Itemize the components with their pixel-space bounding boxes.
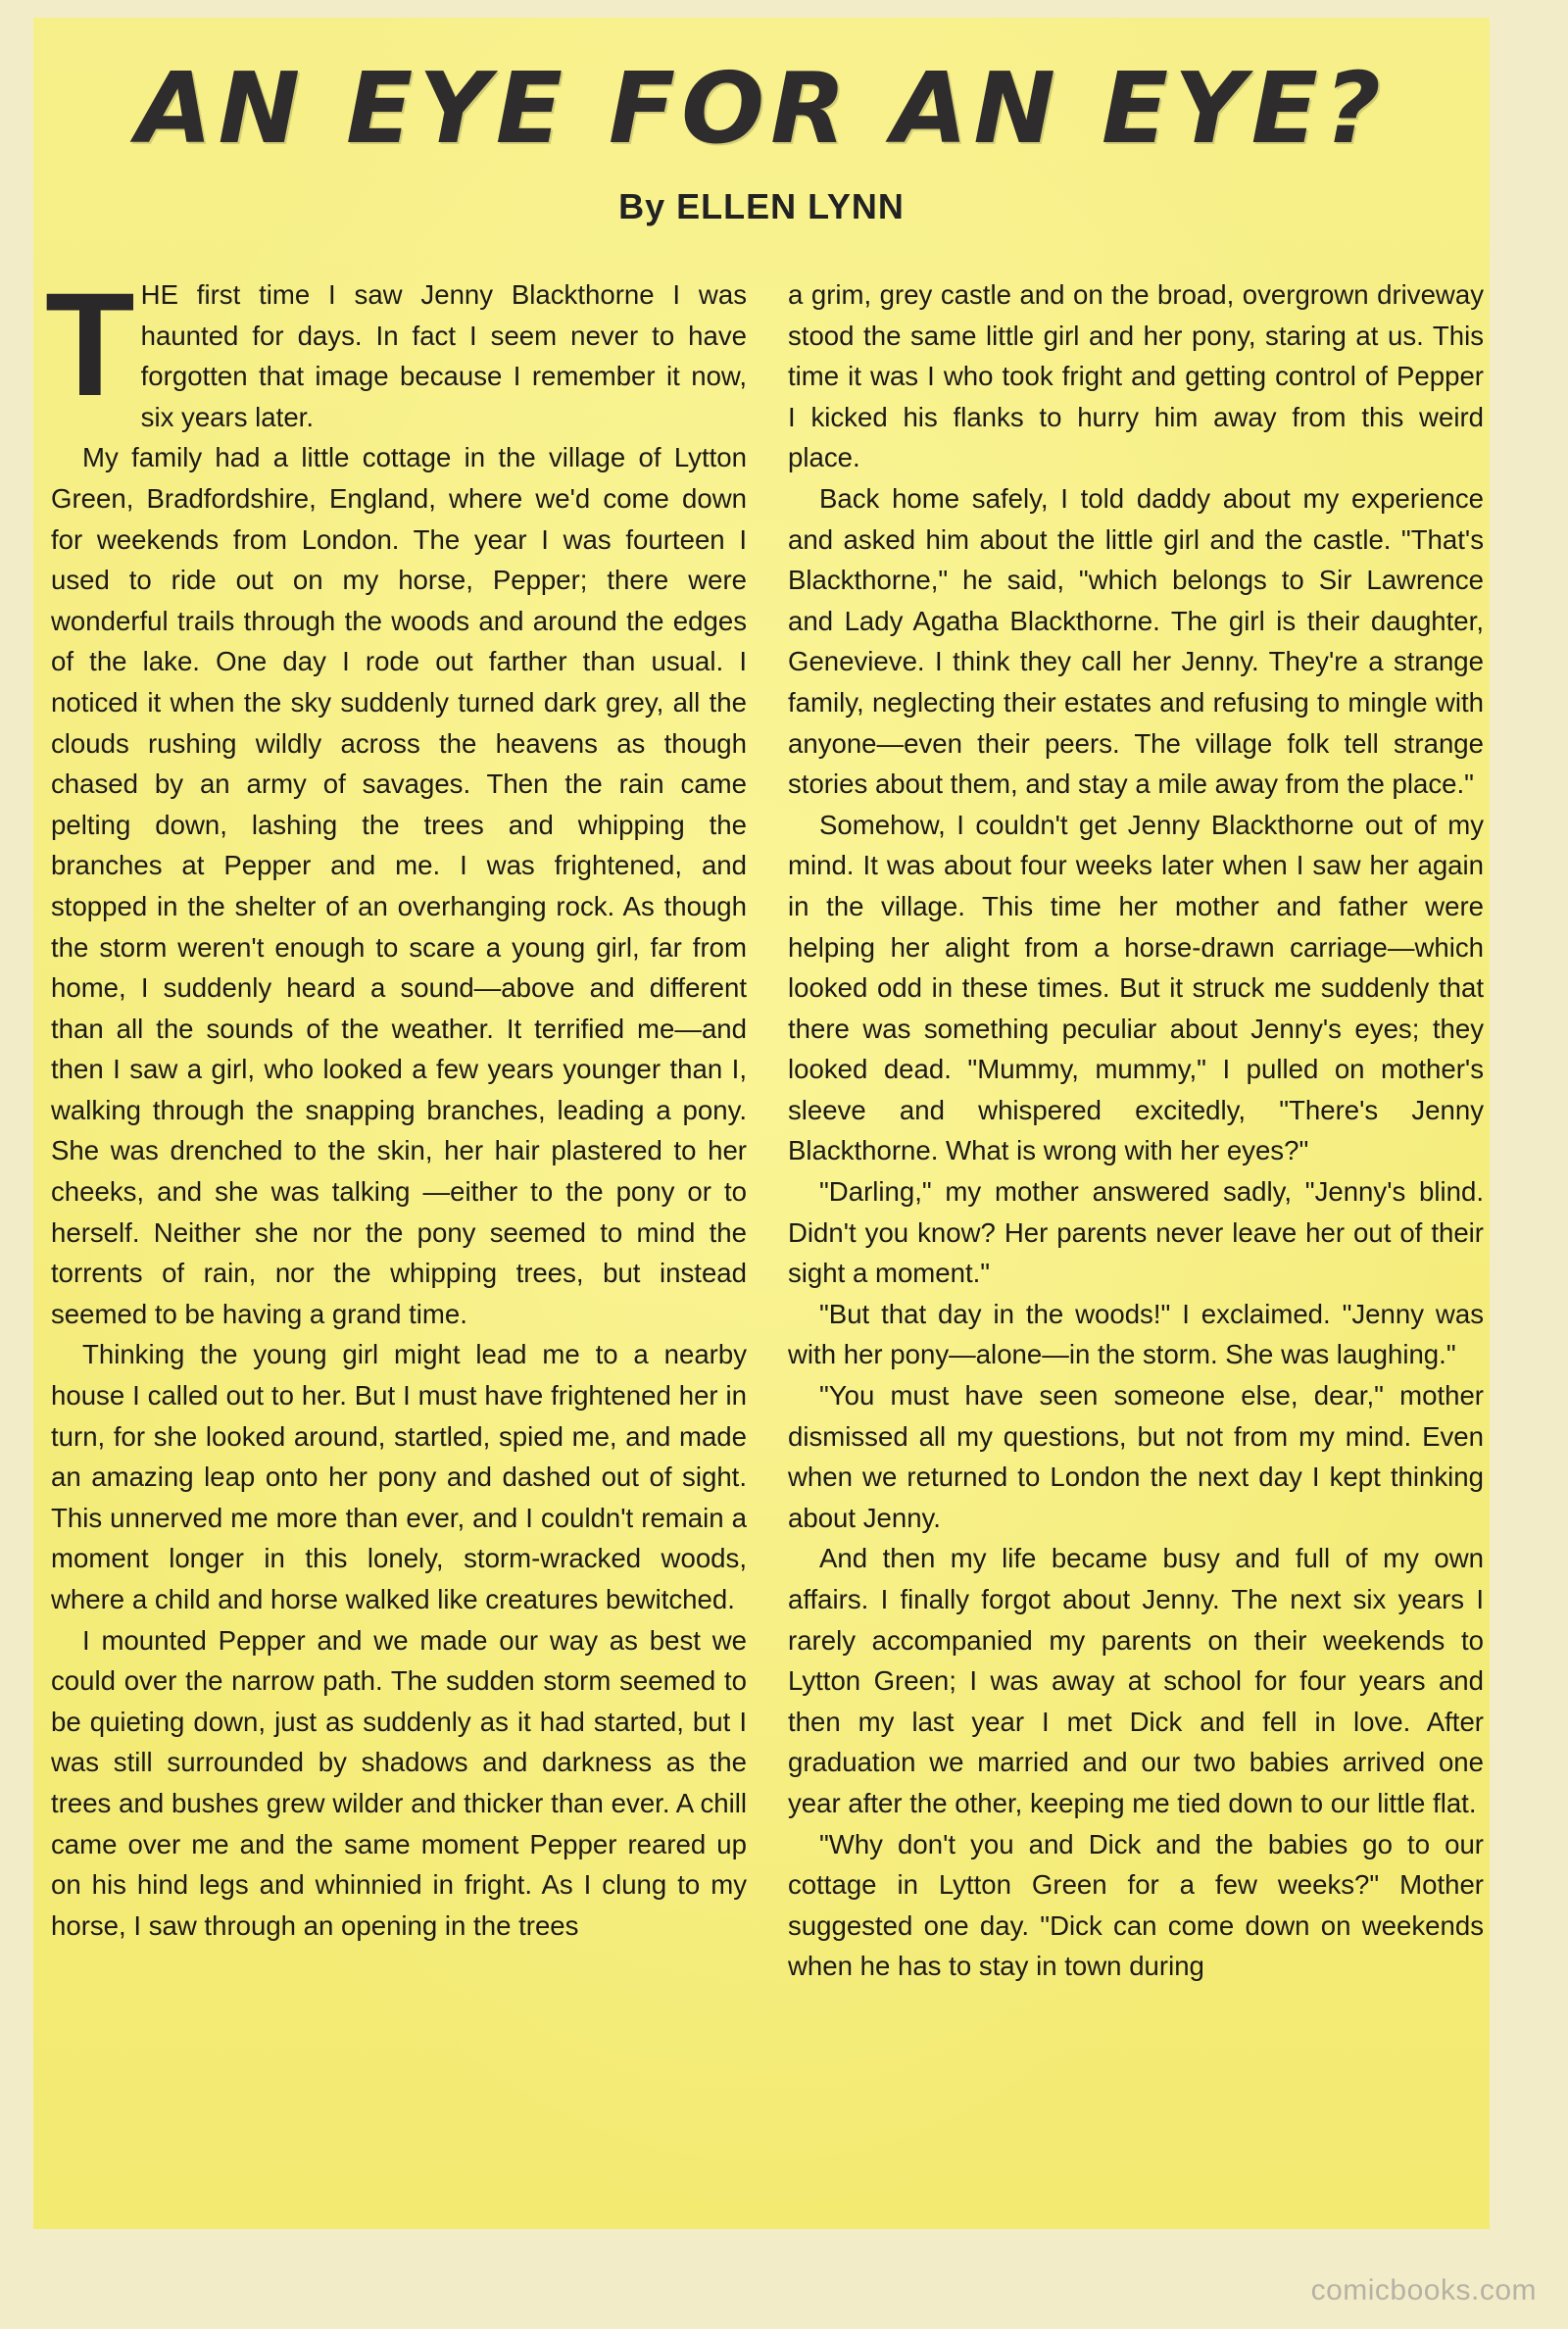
story-byline: By ELLEN LYNN xyxy=(618,186,905,226)
left-column xyxy=(45,262,747,1946)
paragraph: "Darling," my mother answered sadly, "Jenny's blind. Didn't you know? Her parents never leave her out of their sight a moment." xyxy=(788,1176,1484,1289)
paragraph: And then my life became busy and full of my own affairs. I finally forgot about Jenny. The next six years I rarely accompanied my parents on their weekends to Lytton Green; I was away at school for four years and then my last year I met Dick and fell in love. After graduation we married and our two babies arrived one year after the other, keeping me tied down to our little flat. xyxy=(788,1543,1484,1818)
paragraph: a grim, grey castle and on the broad, overgrown driveway stood the same little girl and her pony, staring at us. This time it was I who took fright and getting control of Pepper I kicked his flanks to hurry him away from this weird place. xyxy=(788,279,1484,473)
paragraph: "Why don't you and Dick and the babies go to our cottage in Lytton Green for a few weeks?" Mother suggested one day. "Dick can come down on weekends when he has to stay in town during xyxy=(788,1828,1484,1982)
paragraph: I mounted Pepper and we made our way as best we could over the narrow path. The sudden storm seemed to be quieting down, just as suddenly as it had started, but I was still surrounded by shadows and darkness as the trees and bushes grew wilder and thicker than ever. A chill came over me and the same moment Pepper reared up on his hind legs and whinnied in fright. As I clung to my horse, I saw through an opening in the trees xyxy=(51,1624,747,1941)
paragraph: "You must have seen someone else, dear," mother dismissed all my questions, but not from my mind. Even when we returned to London the next day I kept thinking about Jenny. xyxy=(788,1380,1484,1533)
paragraph: My family had a little cottage in the village of Lytton Green, Bradfordshire, England, where we'd come down for weekends from London. The year I was fourteen I used to ride out on my horse, Pepper; there were wonderful trails through the woods and around the edges of the lake. One day I rode out farther than usual. I noticed it when the sky suddenly turned dark grey, all the clouds rushing wildly across the heavens as though chased by an army of savages. Then the rain came pelting down, lashing the trees and whipping the branches at Pepper and me. I was frightened, and stopped in the shelter of an overhanging rock. As though the storm weren't enough to scare a young girl, far from home, I suddenly heard a sound—above and different than all the sounds of the weather. It terrified me—and then I saw a girl, who looked a few years younger than I, walking through the snapping branches, leading a pony. She was drenched to the skin, her hair plastered to her cheeks, and she was talking —either to the pony or to herself. Neither she nor the pony seemed to mind the torrents of rain, nor the whipping trees, but instead seemed to be having a grand time. xyxy=(51,442,747,1329)
story-title: AN EYE FOR AN EYE? xyxy=(136,51,1387,166)
paragraph xyxy=(45,262,747,437)
paragraph: Thinking the young girl might lead me to a nearby house I called out to her. But I must have frightened her in turn, for she looked around, startled, spied me, and made an amazing leap onto her pony and dashed out of sight. This unnerved me more than ever, and I couldn't remain a moment longer in this lonely, storm-wracked woods, where a child and horse walked like creatures bewitched. xyxy=(51,1339,747,1614)
watermark: comicbooks.com xyxy=(1310,2274,1537,2306)
paragraph: Somehow, I couldn't get Jenny Blackthorne out of my mind. It was about four weeks later when I saw her again in the village. This time her mother and father were helping her alight from a horse-drawn carriage—which looked odd in these times. But it struck me suddenly that there was something peculiar about Jenny's eyes; they looked dead. "Mummy, mummy," I pulled on mother's sleeve and whispered excitedly, "There's Jenny Blackthorne. What is wrong with her eyes?" xyxy=(788,809,1484,1166)
story-page xyxy=(33,18,1490,2229)
paragraph: Back home safely, I told daddy about my experience and asked him about the little girl and the castle. "That's Blackthorne," he said, "which belongs to Sir Lawrence and Lady Agatha Blackthorne. The girl is their daughter, Genevieve. I think they call her Jenny. They're a strange family, neglecting their estates and refusing to mingle with anyone—even their peers. The village folk tell strange stories about them, and stay a mile away from the place." xyxy=(788,482,1484,800)
right-column xyxy=(788,274,1484,1987)
paragraph-text: HE first time I saw Jenny Blackthorne I was haunted for days. In fact I seem never to have forgotten that image because I remember it now, six years later. xyxy=(140,279,747,432)
drop-cap: T xyxy=(45,262,135,426)
paragraph: "But that day in the woods!" I exclaimed. "Jenny was with her pony—alone—in the storm. She was laughing." xyxy=(788,1298,1484,1370)
